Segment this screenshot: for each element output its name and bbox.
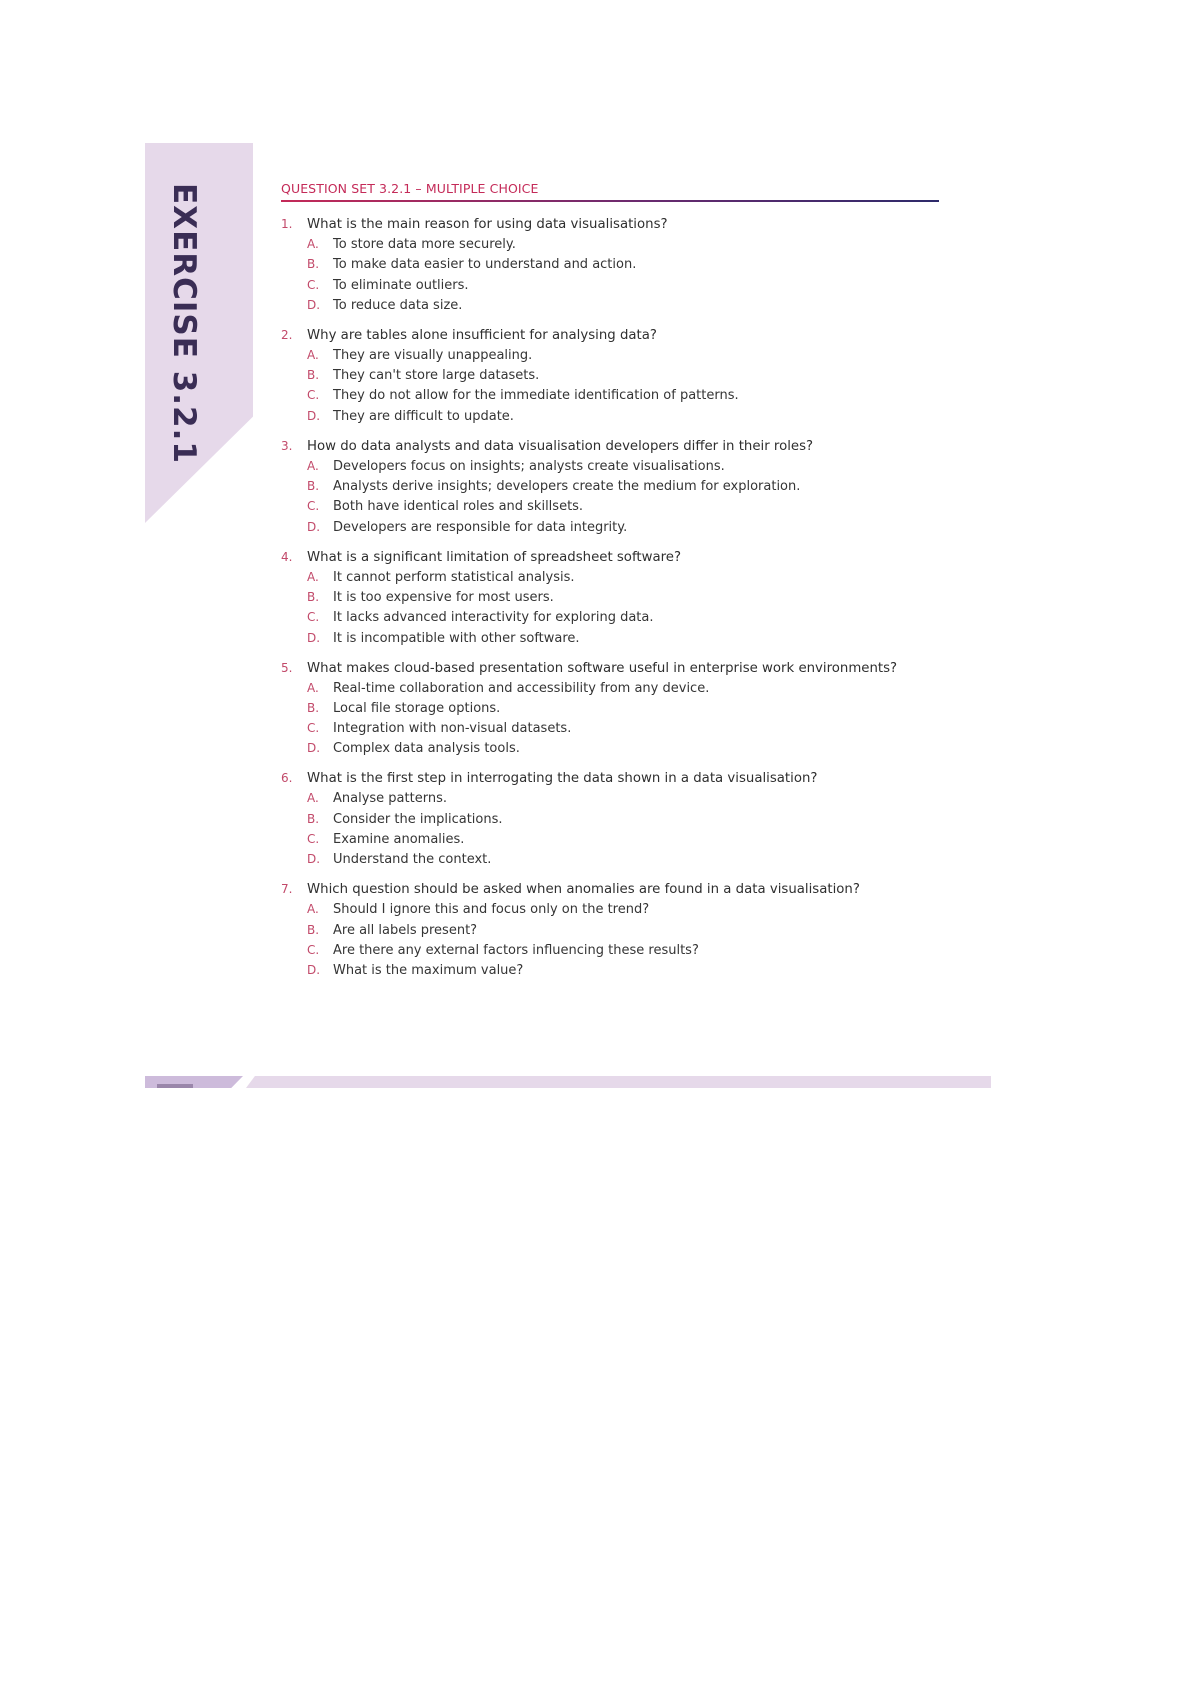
answer-option <box>307 720 939 737</box>
question-number: 5. <box>281 660 293 675</box>
question-number: 4. <box>281 549 293 564</box>
answer-options <box>307 790 939 868</box>
answer-option <box>307 367 939 384</box>
option-letter: C. <box>307 832 320 847</box>
option-text: Analyse patterns. <box>333 791 447 807</box>
question-list <box>281 216 939 979</box>
option-text: Are all labels present? <box>333 922 478 938</box>
answer-option <box>307 962 939 979</box>
option-letter: A. <box>307 569 319 584</box>
option-letter: C. <box>307 499 320 514</box>
answer-option <box>307 790 939 807</box>
question-text: What is the main reason for using data visualisations? <box>307 217 668 232</box>
option-letter: D. <box>307 519 321 534</box>
option-text: They are difficult to update. <box>333 408 514 424</box>
question-row <box>281 660 939 677</box>
option-text: Examine anomalies. <box>333 832 465 848</box>
option-text: Understand the context. <box>333 852 492 868</box>
question-row <box>281 327 939 344</box>
option-letter: D. <box>307 297 321 312</box>
option-letter: C. <box>307 610 320 625</box>
question-text: What is a significant limitation of spreadsheet software? <box>307 549 682 565</box>
title-divider <box>281 200 939 202</box>
answer-option <box>307 740 939 757</box>
answer-option <box>307 630 939 647</box>
answer-option <box>307 831 939 848</box>
question-set <box>281 181 939 992</box>
answer-option <box>307 901 939 918</box>
option-text: Real-time collaboration and accessibility from any device. <box>333 680 710 696</box>
option-letter: A. <box>307 347 319 362</box>
option-letter: B. <box>307 368 320 383</box>
option-letter: B. <box>307 589 320 604</box>
option-text: To reduce data size. <box>333 297 463 313</box>
footer-page-number-mark <box>157 1084 193 1088</box>
answer-option <box>307 569 939 586</box>
option-letter: D. <box>307 408 321 423</box>
option-text: It lacks advanced interactivity for exploring data. <box>333 610 654 626</box>
question-item <box>281 881 939 979</box>
answer-option <box>307 922 939 939</box>
option-letter: D. <box>307 963 321 978</box>
answer-option <box>307 236 939 253</box>
answer-option <box>307 408 939 425</box>
question-row <box>281 770 939 787</box>
answer-option <box>307 680 939 697</box>
question-number: 2. <box>281 327 293 342</box>
option-text: Analysts derive insights; developers create the medium for exploration. <box>333 479 801 495</box>
option-text: Developers are responsible for data integrity. <box>333 519 628 535</box>
option-text: Should I ignore this and focus only on the trend? <box>333 902 650 918</box>
question-text: How do data analysts and data visualisation developers differ in their roles? <box>307 438 814 454</box>
option-letter: B. <box>307 479 320 494</box>
question-row <box>281 881 939 898</box>
answer-option <box>307 277 939 294</box>
answer-option <box>307 387 939 404</box>
option-letter: B. <box>307 700 320 715</box>
option-letter: D. <box>307 630 321 645</box>
footer-band <box>246 1076 991 1088</box>
question-text: What makes cloud-based presentation software useful in enterprise work environments? <box>307 660 898 676</box>
option-text: They do not allow for the immediate identification of patterns. <box>333 388 739 404</box>
option-text: Complex data analysis tools. <box>333 741 520 757</box>
answer-option <box>307 609 939 626</box>
option-text: Integration with non-visual datasets. <box>333 721 572 737</box>
answer-option <box>307 297 939 314</box>
question-item <box>281 327 939 425</box>
option-text: Both have identical roles and skillsets. <box>333 499 584 515</box>
answer-option <box>307 851 939 868</box>
option-text: To eliminate outliers. <box>333 277 469 293</box>
option-letter: C. <box>307 942 320 957</box>
option-text: Are there any external factors influencing these results? <box>333 942 699 958</box>
option-text: To store data more securely. <box>333 237 516 252</box>
question-row <box>281 549 939 566</box>
answer-options <box>307 680 939 758</box>
question-item <box>281 438 939 536</box>
option-text: Developers focus on insights; analysts create visualisations. <box>333 458 725 474</box>
question-item <box>281 216 939 314</box>
question-row <box>281 438 939 455</box>
answer-option <box>307 256 939 273</box>
option-letter: A. <box>307 791 319 806</box>
answer-option <box>307 811 939 828</box>
option-text: It is too expensive for most users. <box>333 589 554 605</box>
question-number: 1. <box>281 217 293 231</box>
answer-option <box>307 589 939 606</box>
option-letter: C. <box>307 721 320 736</box>
option-letter: D. <box>307 741 321 756</box>
answer-options <box>307 569 939 647</box>
option-text: They can't store large datasets. <box>333 368 540 384</box>
question-text: What is the first step in interrogating the data shown in a data visualisation? <box>307 771 818 787</box>
option-text: Local file storage options. <box>333 700 501 716</box>
answer-option <box>307 458 939 475</box>
option-letter: C. <box>307 388 320 403</box>
question-text: Which question should be asked when anomalies are found in a data visualisation? <box>307 882 860 898</box>
question-row <box>281 216 939 233</box>
option-letter: A. <box>307 458 319 473</box>
question-number: 6. <box>281 771 293 786</box>
answer-options <box>307 236 939 314</box>
answer-option <box>307 347 939 364</box>
question-item <box>281 770 939 868</box>
option-letter: B. <box>307 922 320 937</box>
answer-option <box>307 498 939 515</box>
option-letter: A. <box>307 680 319 695</box>
exercise-label: EXERCISE 3.2.1 <box>166 183 202 464</box>
question-set-title: QUESTION SET 3.2.1 – MULTIPLE CHOICE <box>281 181 539 196</box>
option-letter: B. <box>307 811 320 826</box>
option-text: It is incompatible with other software. <box>333 630 580 646</box>
option-text: To make data easier to understand and action. <box>333 257 637 273</box>
question-number: 7. <box>281 882 293 897</box>
option-text: They are visually unappealing. <box>333 347 533 363</box>
option-letter: A. <box>307 237 319 251</box>
answer-option <box>307 700 939 717</box>
question-number: 3. <box>281 438 293 453</box>
question-item <box>281 549 939 647</box>
answer-options <box>307 458 939 536</box>
option-letter: D. <box>307 852 321 867</box>
answer-options <box>307 347 939 425</box>
question-item <box>281 660 939 758</box>
option-letter: B. <box>307 257 320 272</box>
option-text: Consider the implications. <box>333 811 503 827</box>
option-text: It cannot perform statistical analysis. <box>333 569 575 585</box>
answer-option <box>307 519 939 536</box>
option-text: What is the maximum value? <box>333 963 524 979</box>
answer-option <box>307 478 939 495</box>
option-letter: A. <box>307 902 319 917</box>
option-letter: C. <box>307 277 320 292</box>
answer-option <box>307 942 939 959</box>
question-text: Why are tables alone insufficient for analysing data? <box>307 327 657 343</box>
answer-options <box>307 901 939 979</box>
